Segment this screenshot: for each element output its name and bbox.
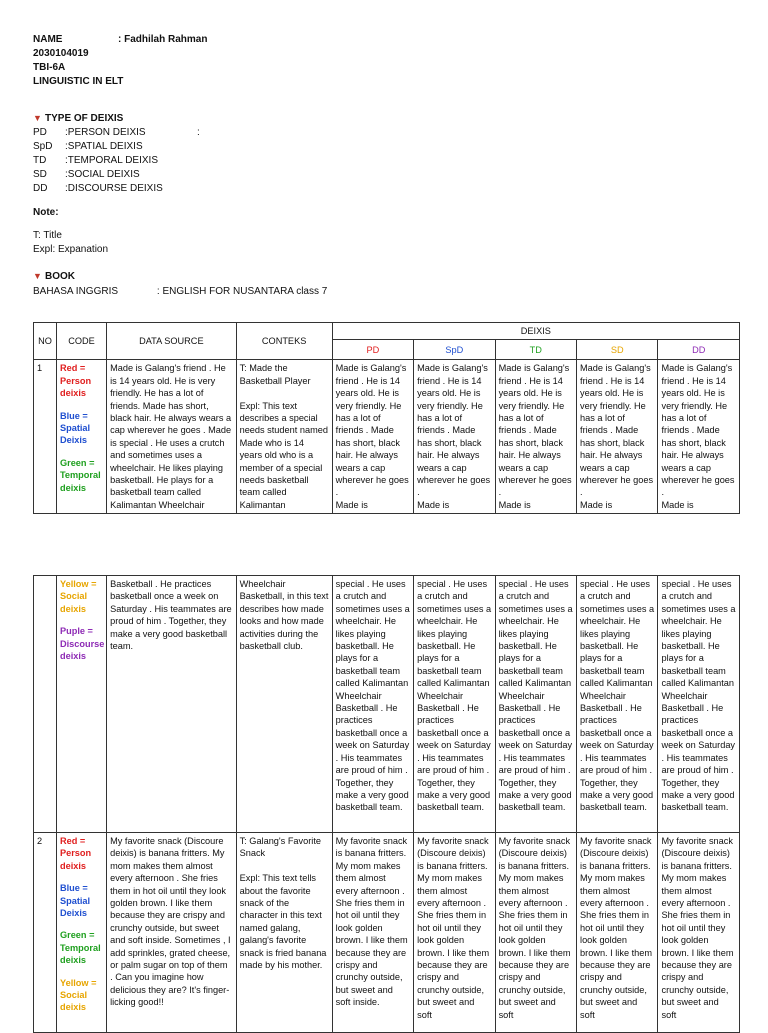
name-line: NAME : Fadhilah Rahman (33, 34, 208, 45)
legend-desc: :PERSON DEIXIS (65, 127, 146, 138)
legend-desc: :DISCOURSE DEIXIS (65, 183, 163, 194)
bullet-icon: ▼ (33, 271, 42, 281)
code-green: Green = Temporal deixis (59, 930, 101, 966)
table-row (34, 833, 740, 1033)
legend-desc: :TEMPORAL DEIXIS (65, 155, 158, 166)
book-line: BAHASA INGGRIS : ENGLISH FOR NUSANTARA class 7 (33, 286, 328, 297)
legend-row-spd (33, 141, 143, 152)
context-cell: T: Galang's Favorite Snack Expl: This text tells about the favorite snack of the character in this text named galang, galang's favorite snack is fried banana made by his mother. (236, 833, 332, 1033)
legend-extra: : (197, 127, 200, 138)
book-title: BOOK (45, 271, 75, 282)
code-yellow: Yellow = Social deixis (59, 977, 97, 1013)
sd-cell: My favorite snack (Discoure deixis) is banana fritters. My mom makes them almost every afternoon . She fries them in hot oil until they look golden brown. I like them because they are crispy and crunchy outside, but sweet and soft (577, 833, 658, 1033)
code-cell (56, 833, 106, 1033)
table-row (34, 576, 740, 833)
type-of-deixis-title: TYPE OF DEIXIS (45, 113, 124, 124)
legend-code: TD (33, 155, 47, 166)
data-source-cell: My favorite snack (Discoure deixis) is banana fritters. My mom makes them almost every afternoon . She fries them in hot oil until they look golden brown. I like them because they are crispy and crunchy outside, but sweet and soft inside. Sometimes , I add sprinkles, grated cheese, or palm sugar on top of them . Can you imagine how delicious they are? It's finger-licking good!! (107, 833, 237, 1033)
header-dd: DD (658, 340, 740, 360)
spd-cell: Made is Galang's friend . He is 14 years old. He is very friendly. He has a lot of friends . Made has short, black hair. He always wears a cap wherever he goes . Made is (414, 360, 495, 514)
legend-row-pd (33, 127, 200, 138)
header-code: CODE (56, 323, 106, 360)
code-red: Red = Person deixis (59, 836, 92, 871)
student-id: 2030104019 (33, 48, 89, 59)
note-label: Note: (33, 207, 59, 218)
sd-cell: Made is Galang's friend . He is 14 years old. He is very friendly. He has a lot of friends . Made has short, black hair. He always wears a cap wherever he goes . Made is (577, 360, 658, 514)
code-yellow: Yellow = Social deixis (59, 579, 97, 614)
context-cell: Wheelchair Basketball, in this text describes how made looks and how made activities during the basketball club. (236, 576, 332, 833)
header-data-source: DATA SOURCE (107, 323, 236, 360)
sd-cell: special . He uses a crutch and sometimes uses a wheelchair. He likes playing basketball. He plays for a basketball team called Kalimantan Wheelchair Basketball . He practices basketball once a week on Saturday . His teammates are proud of him . Together, they make a very good basketball team. (577, 576, 658, 833)
data-source-cell: Made is Galang's friend . He is 14 years old. He is very friendly. He has a lot of friends. Made has short, black hair. He always wears a cap wherever he goes . Made is special . He uses a crutch and sometimes uses a wheelchair. He likes playing basketball. He plays for a basketball team called Kalimantan Wheelchair (107, 360, 236, 514)
td-cell: Made is Galang's friend . He is 14 years old. He is very friendly. He has a lot of friends . Made has short, black hair. He always wears a cap wherever he goes . Made is (495, 360, 576, 514)
header-deixis: DEIXIS (332, 323, 739, 340)
course-label: LINGUISTIC IN ELT (33, 76, 124, 87)
row-number: 1 (34, 360, 57, 514)
header-pd: PD (332, 340, 413, 360)
class-label: TBI-6A (33, 62, 66, 73)
legend-code: SpD (33, 141, 53, 152)
header-td: TD (495, 340, 576, 360)
dd-cell: Made is Galang's friend . He is 14 years old. He is very friendly. He has a lot of friends . Made has short, black hair. He always wears a cap wherever he goes . Made is (658, 360, 740, 514)
legend-row-sd (33, 169, 140, 180)
legend-code: DD (33, 183, 48, 194)
header-no: NO (34, 323, 57, 360)
book-heading (33, 271, 75, 282)
spd-cell: My favorite snack (Discoure deixis) is banana fritters. My mom makes them almost every afternoon . She fries them in hot oil until they look golden brown. I like them because they are crispy and crunchy outside, but sweet and soft (414, 833, 495, 1033)
code-cell (56, 360, 106, 514)
dd-cell: My favorite snack (Discoure deixis) is banana fritters. My mom makes them almost every afternoon . She fries them in hot oil until they look golden brown. I like them because they are crispy and crunchy outside, but sweet and soft (658, 833, 740, 1033)
header-context: CONTEKS (236, 323, 332, 360)
pd-cell: Made is Galang's friend . He is 14 years old. He is very friendly. He has a lot of friends . Made has short, black hair. He always wears a cap wherever he goes . Made is (332, 360, 413, 514)
legend-row-dd (33, 183, 163, 194)
header-sd: SD (577, 340, 658, 360)
code-cell (56, 576, 106, 833)
pd-cell: My favorite snack is banana fritters. My mom makes them almost every afternoon . She fries them in hot oil until they look golden brown. I like them because they are crispy and crunchy outside, but sweet and soft inside. (332, 833, 413, 1033)
legend-desc: :SPATIAL DEIXIS (65, 141, 143, 152)
header-spd: SpD (414, 340, 495, 360)
spd-cell: special . He uses a crutch and sometimes uses a wheelchair. He likes playing basketball. He plays for a basketball team called Kalimantan Wheelchair Basketball . He practices basketball once a week on Saturday . His teammates are proud of him . Together, they make a very good basketball team. (414, 576, 495, 833)
deixis-table-1 (33, 322, 740, 514)
row-number (34, 576, 57, 833)
code-green: Green = Temporal deixis (59, 457, 101, 493)
code-red: Red = Person deixis (59, 363, 92, 399)
note-title-line: T: Title (33, 230, 62, 241)
data-source-cell: Basketball . He practices basketball once a week on Saturday . His teammates are proud of him . Together, they make a very good basketball team. (107, 576, 237, 833)
code-blue: Blue = Spatial Deixis (59, 883, 91, 919)
code-purple: Puple = Discourse deixis (59, 626, 105, 662)
code-blue: Blue = Spatial Deixis (59, 410, 91, 446)
deixis-table-2 (33, 575, 740, 1033)
row-number: 2 (34, 833, 57, 1033)
context-cell: T: Made the Basketball Player Expl: This text describes a special needs student named Made who is 14 years old who is a member of a special needs basketball team called Kalimantan (236, 360, 332, 514)
td-cell: My favorite snack (Discoure deixis) is banana fritters. My mom makes them almost every afternoon . She fries them in hot oil until they look golden brown. I like them because they are crispy and crunchy outside, but sweet and soft (495, 833, 576, 1033)
bullet-icon: ▼ (33, 113, 42, 123)
legend-desc: :SOCIAL DEIXIS (65, 169, 140, 180)
table-row (34, 360, 740, 514)
td-cell: special . He uses a crutch and sometimes uses a wheelchair. He likes playing basketball. He plays for a basketball team called Kalimantan Wheelchair Basketball . He practices basketball once a week on Saturday . His teammates are proud of him . Together, they make a very good basketball team. (495, 576, 576, 833)
legend-code: PD (33, 127, 47, 138)
pd-cell: special . He uses a crutch and sometimes uses a wheelchair. He likes playing basketball. He plays for a basketball team called Kalimantan Wheelchair Basketball . He practices basketball once a week on Saturday . His teammates are proud of him . Together, they make a very good basketball team. (332, 576, 413, 833)
legend-row-td (33, 155, 158, 166)
type-of-deixis-heading (33, 113, 123, 124)
legend-code: SD (33, 169, 47, 180)
dd-cell: special . He uses a crutch and sometimes uses a wheelchair. He likes playing basketball. He plays for a basketball team called Kalimantan Wheelchair Basketball . He practices basketball once a week on Saturday . His teammates are proud of him . Together, they make a very good basketball team. (658, 576, 740, 833)
note-expl-line: Expl: Expanation (33, 244, 109, 255)
